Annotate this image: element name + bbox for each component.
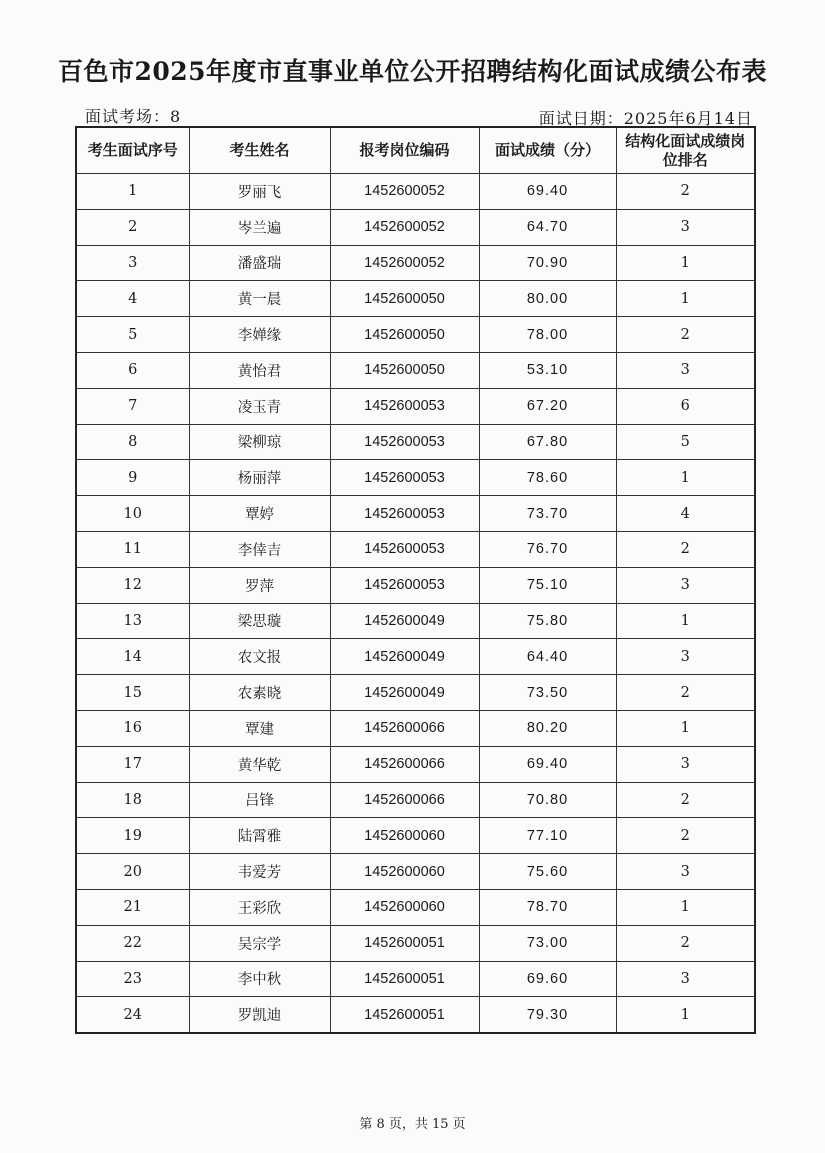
cell-score: 80.00 bbox=[479, 281, 616, 317]
exam-venue: 面试考场：8 bbox=[85, 107, 182, 126]
cell-name: 罗凯迪 bbox=[189, 997, 330, 1033]
cell-code: 1452600052 bbox=[330, 245, 479, 281]
header-name: 考生姓名 bbox=[189, 127, 330, 174]
cell-rank: 3 bbox=[616, 639, 755, 675]
cell-rank: 1 bbox=[616, 997, 755, 1033]
cell-seq: 24 bbox=[76, 997, 189, 1033]
page-footer: 第 8 页，共 15 页 bbox=[359, 1117, 466, 1132]
cell-score: 75.80 bbox=[479, 603, 616, 639]
cell-code: 1452600053 bbox=[330, 424, 479, 460]
cell-name: 黄华乾 bbox=[189, 746, 330, 782]
cell-rank: 1 bbox=[616, 460, 755, 496]
cell-name: 陆霄雅 bbox=[189, 818, 330, 854]
cell-seq: 15 bbox=[76, 675, 189, 711]
cell-code: 1452600051 bbox=[330, 997, 479, 1033]
cell-seq: 16 bbox=[76, 710, 189, 746]
cell-seq: 4 bbox=[76, 281, 189, 317]
table-row bbox=[76, 281, 755, 317]
cell-name: 农文报 bbox=[189, 639, 330, 675]
cell-rank: 1 bbox=[616, 281, 755, 317]
cell-code: 1452600066 bbox=[330, 746, 479, 782]
cell-name: 韦爱芳 bbox=[189, 854, 330, 890]
cell-name: 潘盛瑞 bbox=[189, 245, 330, 281]
cell-name: 岑兰遍 bbox=[189, 209, 330, 245]
cell-name: 罗丽飞 bbox=[189, 174, 330, 210]
header-seq: 考生面试序号 bbox=[76, 127, 189, 174]
cell-name: 吕锋 bbox=[189, 782, 330, 818]
cell-name: 李婵缘 bbox=[189, 317, 330, 353]
cell-name: 李倖吉 bbox=[189, 531, 330, 567]
cell-score: 75.60 bbox=[479, 854, 616, 890]
cell-seq: 19 bbox=[76, 818, 189, 854]
cell-score: 77.10 bbox=[479, 818, 616, 854]
cell-code: 1452600052 bbox=[330, 174, 479, 210]
cell-seq: 10 bbox=[76, 496, 189, 532]
header-rank-label: 结构化面试成绩岗位排名 bbox=[625, 131, 746, 169]
cell-score: 70.80 bbox=[479, 782, 616, 818]
cell-code: 1452600066 bbox=[330, 782, 479, 818]
cell-rank: 3 bbox=[616, 209, 755, 245]
cell-seq: 22 bbox=[76, 925, 189, 961]
cell-name: 农素晓 bbox=[189, 675, 330, 711]
cell-name: 黄一晨 bbox=[189, 281, 330, 317]
cell-rank: 1 bbox=[616, 889, 755, 925]
cell-score: 73.50 bbox=[479, 675, 616, 711]
cell-name: 凌玉青 bbox=[189, 388, 330, 424]
cell-seq: 18 bbox=[76, 782, 189, 818]
cell-code: 1452600060 bbox=[330, 889, 479, 925]
cell-code: 1452600049 bbox=[330, 675, 479, 711]
cell-code: 1452600050 bbox=[330, 352, 479, 388]
cell-score: 67.20 bbox=[479, 388, 616, 424]
cell-seq: 12 bbox=[76, 567, 189, 603]
cell-seq: 20 bbox=[76, 854, 189, 890]
cell-code: 1452600050 bbox=[330, 281, 479, 317]
header-rank bbox=[616, 127, 755, 174]
cell-name: 李中秋 bbox=[189, 961, 330, 997]
cell-name: 梁思璇 bbox=[189, 603, 330, 639]
table-row bbox=[76, 746, 755, 782]
cell-rank: 2 bbox=[616, 174, 755, 210]
cell-code: 1452600049 bbox=[330, 639, 479, 675]
cell-code: 1452600049 bbox=[330, 603, 479, 639]
cell-score: 67.80 bbox=[479, 424, 616, 460]
cell-score: 76.70 bbox=[479, 531, 616, 567]
cell-seq: 14 bbox=[76, 639, 189, 675]
table-row bbox=[76, 782, 755, 818]
cell-name: 覃婷 bbox=[189, 496, 330, 532]
cell-seq: 1 bbox=[76, 174, 189, 210]
table-row bbox=[76, 496, 755, 532]
cell-name: 黄怡君 bbox=[189, 352, 330, 388]
cell-code: 1452600053 bbox=[330, 531, 479, 567]
cell-seq: 3 bbox=[76, 245, 189, 281]
cell-rank: 2 bbox=[616, 925, 755, 961]
header-score: 面试成绩（分） bbox=[479, 127, 616, 174]
table-row bbox=[76, 961, 755, 997]
cell-name: 罗萍 bbox=[189, 567, 330, 603]
cell-seq: 7 bbox=[76, 388, 189, 424]
scores-table bbox=[75, 126, 756, 1034]
cell-score: 78.00 bbox=[479, 317, 616, 353]
table-row bbox=[76, 603, 755, 639]
cell-score: 69.60 bbox=[479, 961, 616, 997]
table-row bbox=[76, 317, 755, 353]
table-body bbox=[76, 174, 755, 1034]
cell-rank: 3 bbox=[616, 961, 755, 997]
cell-seq: 17 bbox=[76, 746, 189, 782]
cell-code: 1452600053 bbox=[330, 567, 479, 603]
cell-code: 1452600051 bbox=[330, 925, 479, 961]
header-row bbox=[76, 127, 755, 174]
table-row bbox=[76, 818, 755, 854]
cell-rank: 2 bbox=[616, 317, 755, 353]
table-row bbox=[76, 639, 755, 675]
table-row bbox=[76, 997, 755, 1033]
table-row bbox=[76, 531, 755, 567]
cell-score: 80.20 bbox=[479, 710, 616, 746]
cell-code: 1452600066 bbox=[330, 710, 479, 746]
table-row bbox=[76, 352, 755, 388]
cell-score: 69.40 bbox=[479, 746, 616, 782]
cell-rank: 3 bbox=[616, 854, 755, 890]
table-row bbox=[76, 460, 755, 496]
table-row bbox=[76, 889, 755, 925]
cell-score: 78.60 bbox=[479, 460, 616, 496]
cell-code: 1452600060 bbox=[330, 854, 479, 890]
cell-seq: 21 bbox=[76, 889, 189, 925]
exam-date: 面试日期：2025年6月14日 bbox=[538, 109, 753, 128]
cell-seq: 5 bbox=[76, 317, 189, 353]
cell-seq: 2 bbox=[76, 209, 189, 245]
cell-rank: 4 bbox=[616, 496, 755, 532]
cell-score: 69.40 bbox=[479, 174, 616, 210]
cell-score: 53.10 bbox=[479, 352, 616, 388]
table-row bbox=[76, 675, 755, 711]
table-row bbox=[76, 209, 755, 245]
cell-rank: 2 bbox=[616, 782, 755, 818]
cell-score: 79.30 bbox=[479, 997, 616, 1033]
cell-name: 梁柳琼 bbox=[189, 424, 330, 460]
table-row bbox=[76, 567, 755, 603]
header-code: 报考岗位编码 bbox=[330, 127, 479, 174]
table-row bbox=[76, 925, 755, 961]
table-row bbox=[76, 174, 755, 210]
cell-score: 73.00 bbox=[479, 925, 616, 961]
cell-rank: 2 bbox=[616, 818, 755, 854]
cell-code: 1452600050 bbox=[330, 317, 479, 353]
cell-name: 吴宗学 bbox=[189, 925, 330, 961]
table-row bbox=[76, 424, 755, 460]
cell-name: 王彩欣 bbox=[189, 889, 330, 925]
cell-code: 1452600053 bbox=[330, 496, 479, 532]
cell-name: 覃建 bbox=[189, 710, 330, 746]
cell-code: 1452600053 bbox=[330, 460, 479, 496]
cell-rank: 3 bbox=[616, 567, 755, 603]
cell-rank: 5 bbox=[616, 424, 755, 460]
table-row bbox=[76, 388, 755, 424]
cell-score: 78.70 bbox=[479, 889, 616, 925]
cell-rank: 1 bbox=[616, 710, 755, 746]
cell-score: 64.40 bbox=[479, 639, 616, 675]
cell-rank: 6 bbox=[616, 388, 755, 424]
cell-code: 1452600060 bbox=[330, 818, 479, 854]
document-title: 百色市2025年度市直事业单位公开招聘结构化面试成绩公布表 bbox=[57, 57, 768, 86]
cell-code: 1452600051 bbox=[330, 961, 479, 997]
cell-seq: 13 bbox=[76, 603, 189, 639]
table-row bbox=[76, 854, 755, 890]
table-row bbox=[76, 245, 755, 281]
cell-seq: 11 bbox=[76, 531, 189, 567]
cell-seq: 6 bbox=[76, 352, 189, 388]
cell-seq: 23 bbox=[76, 961, 189, 997]
table-row bbox=[76, 710, 755, 746]
cell-score: 73.70 bbox=[479, 496, 616, 532]
cell-code: 1452600053 bbox=[330, 388, 479, 424]
cell-seq: 8 bbox=[76, 424, 189, 460]
cell-score: 75.10 bbox=[479, 567, 616, 603]
cell-rank: 3 bbox=[616, 746, 755, 782]
cell-seq: 9 bbox=[76, 460, 189, 496]
cell-name: 杨丽萍 bbox=[189, 460, 330, 496]
cell-rank: 3 bbox=[616, 352, 755, 388]
cell-rank: 1 bbox=[616, 603, 755, 639]
cell-rank: 1 bbox=[616, 245, 755, 281]
cell-score: 70.90 bbox=[479, 245, 616, 281]
cell-rank: 2 bbox=[616, 675, 755, 711]
cell-rank: 2 bbox=[616, 531, 755, 567]
cell-code: 1452600052 bbox=[330, 209, 479, 245]
cell-score: 64.70 bbox=[479, 209, 616, 245]
